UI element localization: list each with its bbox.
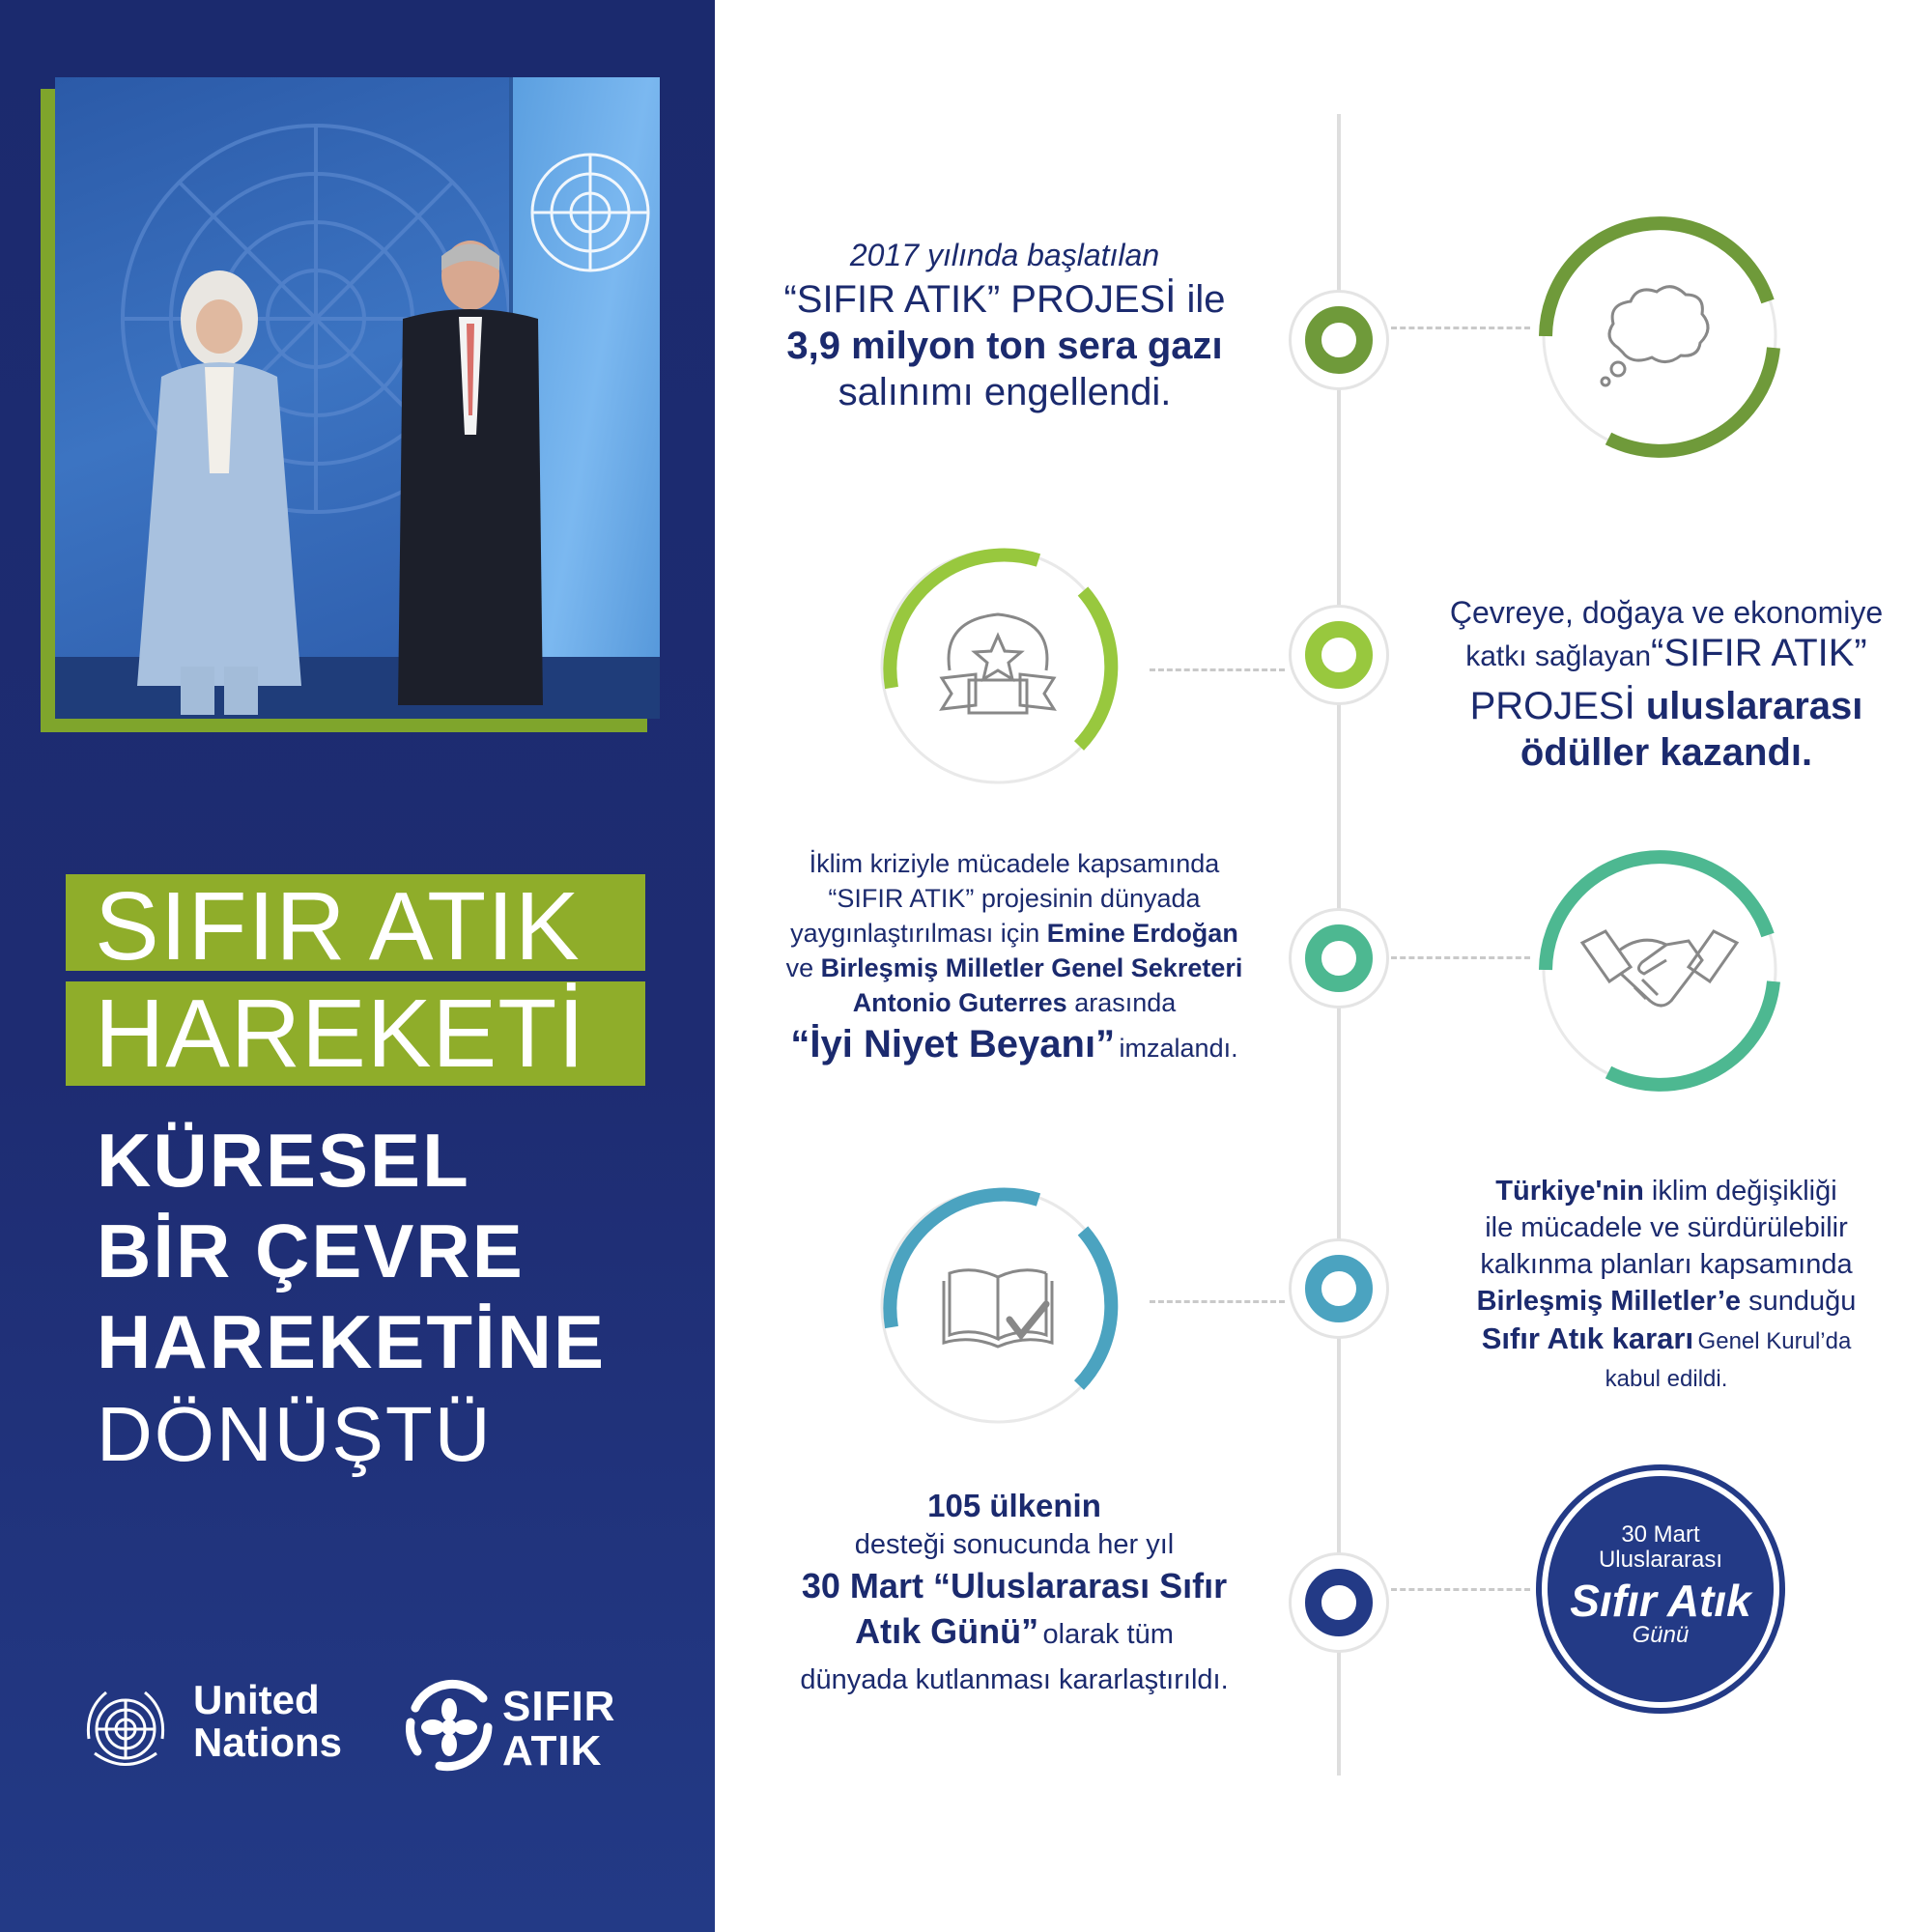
heading-hareketine: HAREKETİNE xyxy=(97,1299,607,1384)
un-logo-line1: United xyxy=(193,1677,320,1722)
item-1-line2: “SIFIR ATIK” PROJESİ ile xyxy=(783,278,1226,321)
timeline-node-1 xyxy=(1289,290,1389,390)
badge-line1: 30 Mart xyxy=(1621,1521,1700,1548)
timeline-node-2 xyxy=(1289,605,1389,705)
un-logo-icon xyxy=(77,1681,174,1777)
photo xyxy=(55,77,660,719)
item-5-line1: 105 ülkenin xyxy=(927,1488,1101,1523)
connector-2 xyxy=(1150,668,1285,671)
connector-5 xyxy=(1391,1588,1530,1591)
item-3-line5b: arasında xyxy=(1074,988,1177,1017)
sifir-atik-logo-icon xyxy=(396,1669,502,1783)
icon-circle-3 xyxy=(1526,837,1793,1103)
title-band-1 xyxy=(66,872,645,980)
item-5-line5: dünyada kutlanması kararlaştırıldı. xyxy=(800,1664,1229,1695)
item-1-line4: salınımı engellendi. xyxy=(838,371,1172,413)
badge-line4: Günü xyxy=(1632,1622,1690,1648)
item-3-line5a: Antonio Guterres xyxy=(852,988,1067,1017)
item-4-line4a: Birleşmiş Milletler’e xyxy=(1476,1286,1742,1317)
heading-kuresel: KÜRESEL xyxy=(97,1118,470,1203)
connector-3 xyxy=(1391,956,1530,959)
sifir-logo-line1: SIFIR xyxy=(502,1683,616,1730)
item-2-line2a: katkı sağlayan xyxy=(1465,640,1652,672)
un-logo-text xyxy=(193,1679,342,1764)
item-2-line3a: PROJESİ xyxy=(1469,685,1635,727)
item-3-line6a: “İyi Niyet Beyanı” xyxy=(790,1023,1116,1065)
item-4-line2: ile mücadele ve sürdürülebilir xyxy=(1485,1212,1848,1243)
badge-sifir-atik-gunu xyxy=(1530,1459,1791,1719)
item-3-line3b: Emine Erdoğan xyxy=(1046,919,1238,948)
item-4-text xyxy=(1410,1173,1922,1395)
item-5-line4a: Atık Günü” xyxy=(855,1611,1039,1651)
item-3-line1: İklim kriziyle mücadele kapsamında xyxy=(809,849,1220,878)
item-3-text xyxy=(744,846,1285,1077)
icon-circle-2 xyxy=(865,533,1131,800)
item-3-line4b: Birleşmiş Milletler Genel Sekreteri xyxy=(820,953,1243,982)
heading-bir-cevre: BİR ÇEVRE xyxy=(97,1208,525,1293)
item-1-line1: 2017 yılında başlatılan xyxy=(849,238,1160,272)
title-band-2 xyxy=(66,981,645,1086)
connector-1 xyxy=(1391,327,1530,329)
item-4-line4b: sunduğu xyxy=(1748,1286,1857,1317)
sifir-logo-line2: ATIK xyxy=(502,1727,603,1775)
timeline-node-4 xyxy=(1289,1238,1389,1339)
item-4-line6: kabul edildi. xyxy=(1605,1366,1728,1392)
timeline-node-3 xyxy=(1289,908,1389,1009)
badge-line3: Sıfır Atık xyxy=(1570,1576,1751,1626)
item-4-line5a: Sıfır Atık kararı xyxy=(1481,1321,1694,1355)
item-1-line3: 3,9 milyon ton sera gazı xyxy=(786,325,1223,367)
item-4-line5b: Genel Kurul’da xyxy=(1697,1328,1852,1354)
left-panel xyxy=(0,0,715,1932)
badge-line2: Uluslararası xyxy=(1598,1547,1723,1573)
item-2-line4: ödüller kazandı. xyxy=(1520,731,1813,774)
title-line-1: SIFIR ATIK xyxy=(95,872,581,980)
item-4-line1a: Türkiye'nin xyxy=(1495,1176,1644,1207)
item-3-line2: “SIFIR ATIK” projesinin dünyada xyxy=(828,884,1201,913)
un-logo-line2: Nations xyxy=(193,1719,343,1765)
timeline-node-5 xyxy=(1289,1552,1389,1653)
item-3-line6b: imzalandı. xyxy=(1119,1034,1238,1063)
item-2-text xyxy=(1420,593,1913,776)
item-1-text xyxy=(744,234,1265,415)
title-line-2: HAREKETİ xyxy=(95,980,586,1088)
item-5-line2: desteği sonucunda her yıl xyxy=(854,1529,1175,1560)
item-3-line3a: yaygınlaştırılması için xyxy=(790,919,1040,948)
sifir-atik-logo-text xyxy=(502,1685,615,1774)
item-5-line4b: olarak tüm xyxy=(1042,1619,1174,1650)
item-4-line1b: iklim değişikliği xyxy=(1651,1176,1837,1207)
item-2-line3b: uluslararası xyxy=(1645,685,1863,727)
item-3-line4a: ve xyxy=(785,953,814,982)
item-5-text xyxy=(744,1486,1285,1698)
person-left xyxy=(123,261,316,715)
item-5-line3: 30 Mart “Uluslararası Sıfır xyxy=(801,1566,1228,1605)
item-4-line3: kalkınma planları kapsamında xyxy=(1480,1249,1853,1280)
icon-circle-4 xyxy=(865,1173,1131,1439)
item-2-line2b: “SIFIR ATIK” xyxy=(1651,632,1867,674)
connector-4 xyxy=(1150,1300,1285,1303)
icon-circle-1 xyxy=(1526,203,1793,469)
person-right xyxy=(374,222,567,715)
heading-donustu: DÖNÜŞTÜ xyxy=(97,1391,493,1477)
item-2-line1: Çevreye, doğaya ve ekonomiye xyxy=(1449,595,1884,630)
